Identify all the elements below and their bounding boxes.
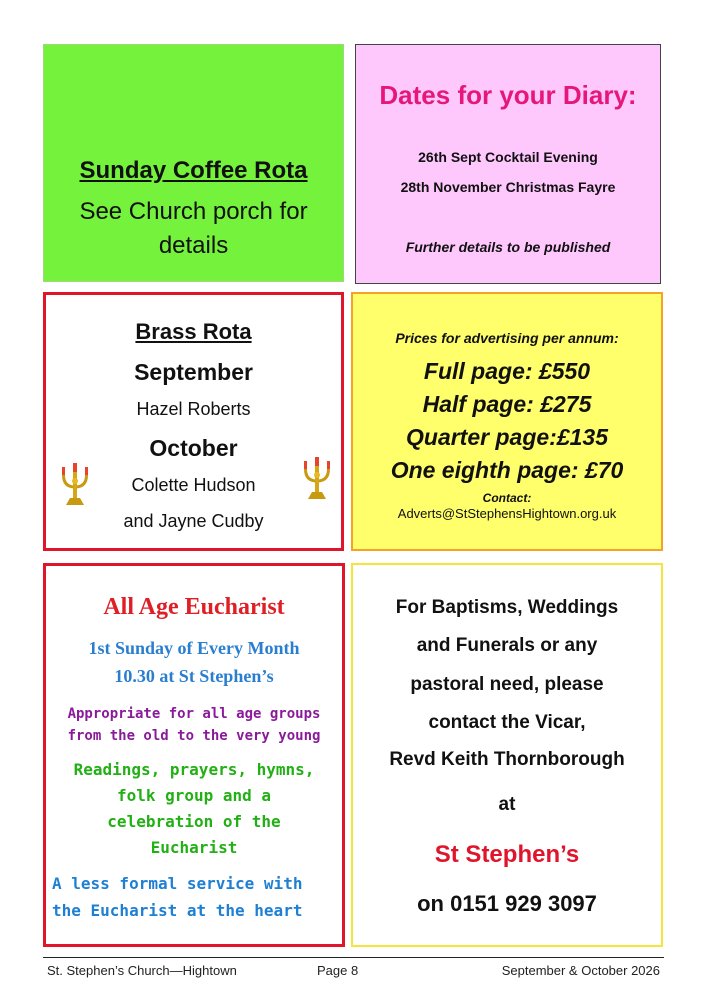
vicar-line-4: contact the Vicar, (428, 712, 586, 733)
diary-box (355, 44, 661, 284)
eucharist-desc-4: Eucharist (150, 838, 238, 857)
brass-name-2: Colette Hudson (131, 475, 256, 495)
eucharist-desc-1: Readings, prayers, hymns, (73, 760, 315, 779)
diary-title: Dates for your Diary: (379, 80, 637, 110)
footer-page-number: Page 8 (317, 963, 359, 978)
candelabra-icon (300, 455, 334, 501)
contact-label: Contact: (482, 491, 532, 505)
eucharist-audience-2: from the old to the very young (67, 728, 321, 744)
footer-divider (43, 957, 664, 958)
vicar-at: at (498, 794, 516, 815)
vicar-line-2: and Funerals or any (416, 635, 598, 656)
eucharist-schedule: 1st Sunday of Every Month (88, 638, 300, 658)
eucharist-title: All Age Eucharist (103, 594, 285, 620)
footer-issue-date: September & October 2026 (501, 963, 660, 978)
vicar-contact-box (351, 563, 663, 947)
diary-note: Further details to be published (405, 239, 611, 255)
eucharist-desc-2: folk group and a (116, 786, 272, 805)
contact-email-link[interactable]: Adverts@StStephensHightown.org.uk (397, 506, 617, 521)
vicar-line-1: For Baptisms, Weddings (395, 597, 619, 618)
eucharist-audience-1: Appropriate for all age groups (67, 706, 321, 722)
brass-month-october: October (149, 435, 238, 461)
church-name: St Stephen’s (434, 841, 580, 868)
eucharist-box (43, 563, 345, 947)
brass-name-1: Hazel Roberts (136, 399, 251, 419)
price-half-page: Half page: £275 (422, 391, 592, 417)
coffee-title: Sunday Coffee Rota (79, 157, 308, 184)
price-quarter-page: Quarter page:£135 (406, 424, 608, 450)
brass-name-3: and Jayne Cudby (123, 511, 264, 531)
vicar-phone: on 0151 929 3097 (417, 891, 597, 916)
coffee-rota-box (43, 44, 344, 282)
coffee-line-2: details (158, 232, 229, 259)
prices-heading: Prices for advertising per annum: (395, 330, 619, 346)
diary-date-1: 26th Sept Cocktail Evening (418, 149, 598, 165)
vicar-name: Revd Keith Thornborough (389, 749, 625, 770)
advertising-prices-box (351, 292, 663, 551)
coffee-text (54, 195, 333, 263)
brass-month-september: September (134, 359, 253, 385)
vicar-line-3: pastoral need, please (410, 674, 604, 695)
eucharist-desc-3: celebration of the (107, 812, 281, 831)
diary-date-2: 28th November Christmas Fayre (400, 179, 616, 195)
footer-church: St. Stephen’s Church—Hightown (47, 963, 237, 978)
coffee-line-1: See Church porch for (79, 198, 308, 225)
brass-title: Brass Rota (135, 319, 252, 344)
candelabra-icon (58, 461, 92, 507)
eucharist-time: 10.30 at St Stephen’s (114, 666, 274, 686)
price-eighth-page: One eighth page: £70 (390, 457, 624, 483)
eucharist-note-1: A less formal service with (52, 874, 303, 893)
brass-rota-box (43, 292, 344, 551)
price-full-page: Full page: £550 (423, 358, 591, 384)
eucharist-note-2: the Eucharist at the heart (52, 901, 303, 920)
